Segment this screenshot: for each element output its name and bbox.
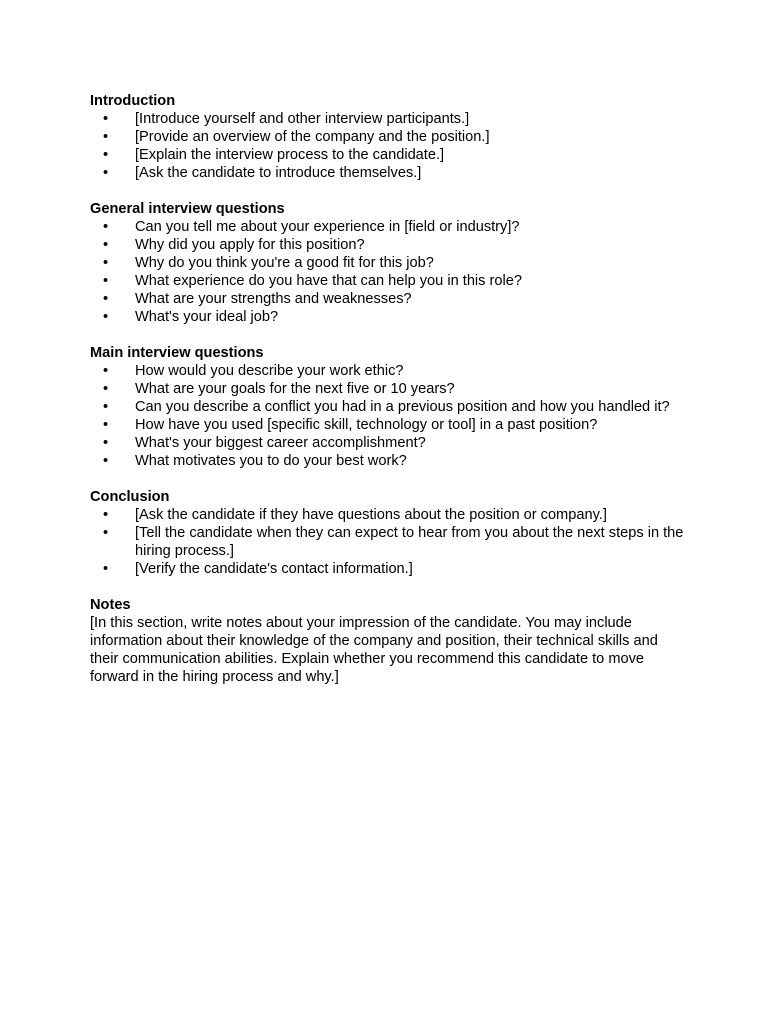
list-item-text: What experience do you have that can help you in this role? bbox=[135, 273, 522, 289]
bullet-icon: • bbox=[103, 111, 109, 127]
document-page bbox=[90, 92, 690, 704]
bullet-icon: • bbox=[103, 381, 109, 397]
list-item bbox=[90, 218, 690, 236]
bullet-icon: • bbox=[103, 273, 109, 289]
list-item-text: [Ask the candidate if they have questions about the position or company.] bbox=[135, 507, 607, 523]
list-item-text: [Explain the interview process to the candidate.] bbox=[135, 147, 445, 163]
list-item-text: What are your strengths and weaknesses? bbox=[135, 291, 412, 307]
section-heading: Conclusion bbox=[90, 489, 170, 505]
list-item-text: What are your goals for the next five or 10 years? bbox=[135, 381, 455, 397]
bullet-icon: • bbox=[103, 507, 109, 523]
list-item bbox=[90, 434, 690, 452]
bullet-icon: • bbox=[103, 363, 109, 379]
list-item-text: [Tell the candidate when they can expect to hear from you about the next steps in the hiring process.] bbox=[135, 525, 684, 559]
list-item-text: How have you used [specific skill, technology or tool] in a past position? bbox=[135, 417, 598, 433]
bullet-list bbox=[90, 362, 690, 470]
list-item-text: [Verify the candidate's contact information.] bbox=[135, 561, 413, 577]
bullet-list bbox=[90, 506, 690, 578]
section-introduction bbox=[90, 92, 690, 182]
bullet-icon: • bbox=[103, 237, 109, 253]
list-item-text: How would you describe your work ethic? bbox=[135, 363, 404, 379]
list-item-text: [Introduce yourself and other interview participants.] bbox=[135, 111, 470, 127]
bullet-icon: • bbox=[103, 399, 109, 415]
bullet-icon: • bbox=[103, 129, 109, 145]
list-item-text: What's your biggest career accomplishment? bbox=[135, 435, 426, 451]
bullet-icon: • bbox=[103, 453, 109, 469]
list-item-text: What motivates you to do your best work? bbox=[135, 453, 407, 469]
list-item bbox=[90, 398, 690, 416]
bullet-icon: • bbox=[103, 309, 109, 325]
list-item bbox=[90, 164, 690, 182]
list-item bbox=[90, 272, 690, 290]
section-main-questions bbox=[90, 344, 690, 470]
section-conclusion bbox=[90, 488, 690, 578]
list-item bbox=[90, 236, 690, 254]
bullet-icon: • bbox=[103, 165, 109, 181]
bullet-icon: • bbox=[103, 291, 109, 307]
list-item bbox=[90, 110, 690, 128]
list-item bbox=[90, 146, 690, 164]
bullet-icon: • bbox=[103, 147, 109, 163]
list-item-text: Why do you think you're a good fit for this job? bbox=[135, 255, 434, 271]
list-item-text: [Provide an overview of the company and the position.] bbox=[135, 129, 490, 145]
section-heading: General interview questions bbox=[90, 201, 285, 217]
list-item bbox=[90, 380, 690, 398]
list-item bbox=[90, 128, 690, 146]
list-item-text: Can you describe a conflict you had in a previous position and how you handled it? bbox=[135, 399, 670, 415]
bullet-icon: • bbox=[103, 561, 109, 577]
list-item bbox=[90, 254, 690, 272]
list-item-text: What's your ideal job? bbox=[135, 309, 279, 325]
section-heading: Main interview questions bbox=[90, 345, 264, 361]
section-heading: Notes bbox=[90, 597, 131, 613]
notes-paragraph: [In this section, write notes about your impression of the candidate. You may include information about their knowledge of the company and position, their technical skills and their communication abilities. Explain whether you recommend this candidate to move forward in the hiring process and why.] bbox=[90, 615, 658, 685]
bullet-icon: • bbox=[103, 417, 109, 433]
section-general-questions bbox=[90, 200, 690, 326]
list-item-text: Can you tell me about your experience in [field or industry]? bbox=[135, 219, 520, 235]
list-item-text: [Ask the candidate to introduce themselves.] bbox=[135, 165, 422, 181]
bullet-icon: • bbox=[103, 525, 109, 541]
list-item bbox=[90, 290, 690, 308]
list-item bbox=[90, 362, 690, 380]
list-item bbox=[90, 308, 690, 326]
list-item bbox=[90, 524, 690, 560]
list-item bbox=[90, 506, 690, 524]
bullet-icon: • bbox=[103, 219, 109, 235]
section-notes bbox=[90, 596, 690, 686]
section-heading: Introduction bbox=[90, 93, 176, 109]
list-item bbox=[90, 560, 690, 578]
bullet-list bbox=[90, 110, 690, 182]
bullet-icon: • bbox=[103, 435, 109, 451]
list-item bbox=[90, 452, 690, 470]
bullet-icon: • bbox=[103, 255, 109, 271]
list-item bbox=[90, 416, 690, 434]
list-item-text: Why did you apply for this position? bbox=[135, 237, 365, 253]
bullet-list bbox=[90, 218, 690, 326]
